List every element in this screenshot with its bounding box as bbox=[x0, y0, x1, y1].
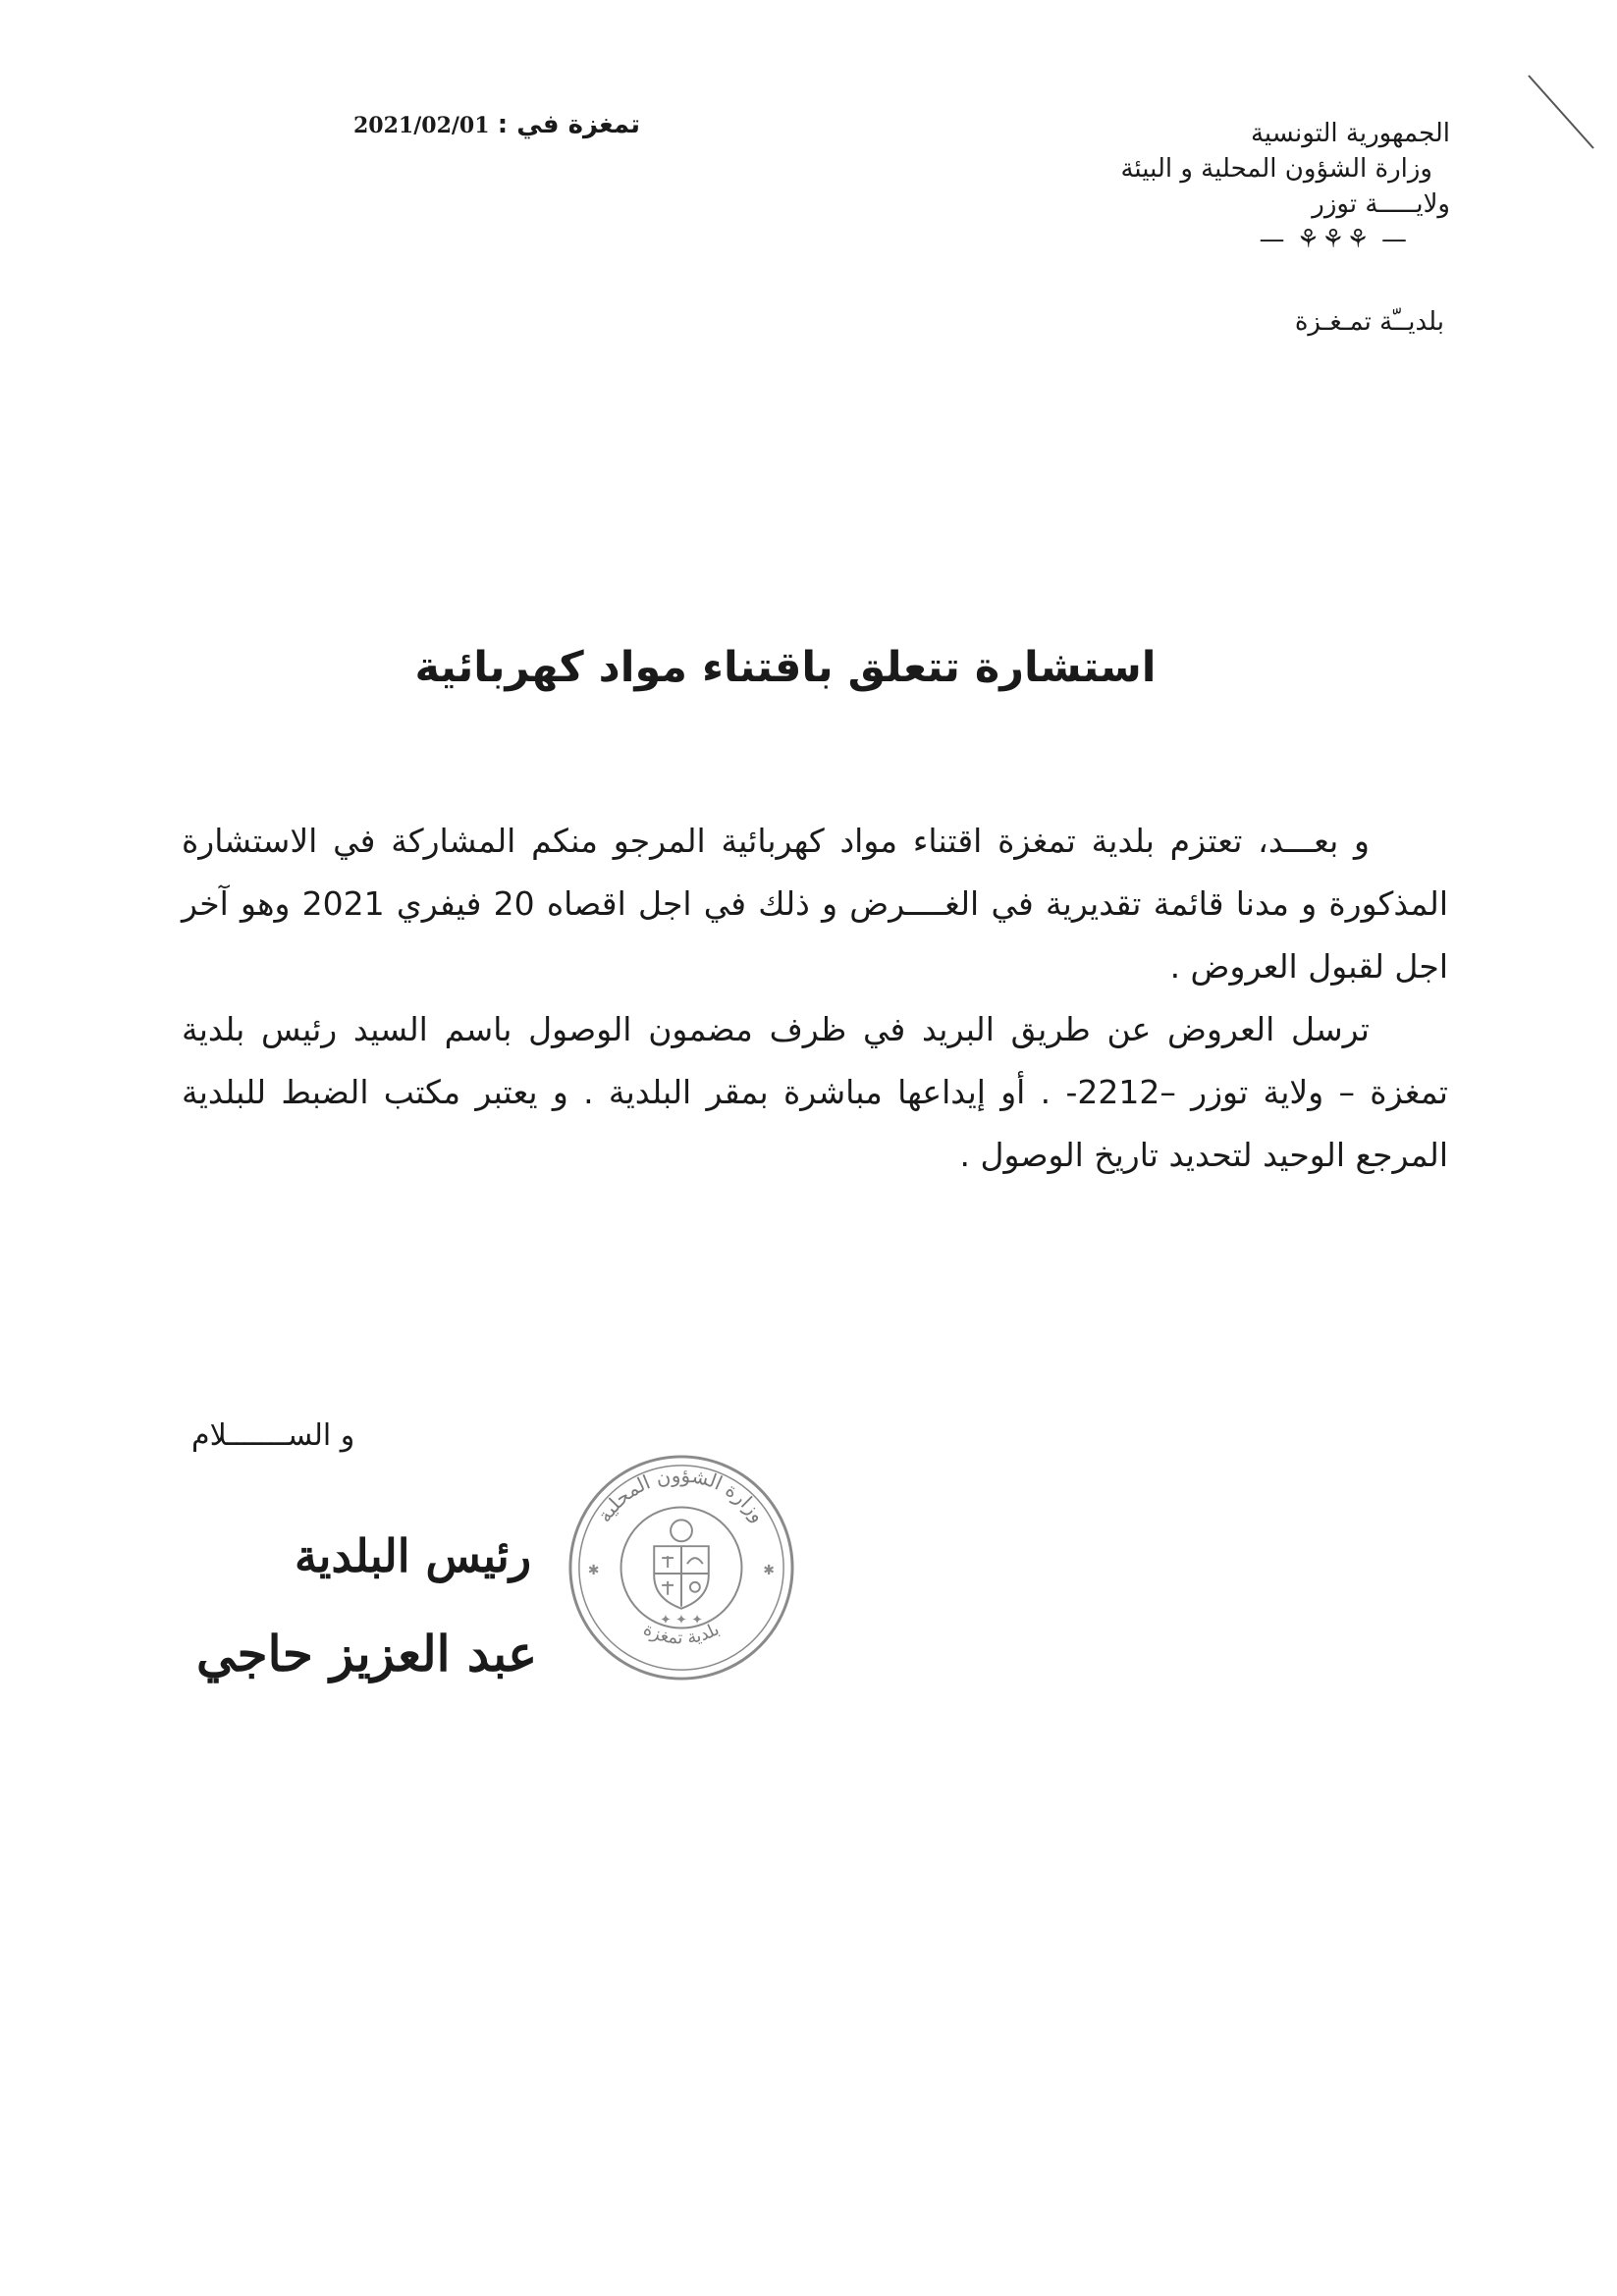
date-value: 2021/02/01 bbox=[353, 113, 490, 138]
municipality-name: بلديــّة تمـغـزة bbox=[1294, 307, 1444, 337]
stamp-outer-text: وزارة الشؤون المحلية bbox=[593, 1464, 770, 1527]
letter-body bbox=[182, 810, 1448, 1187]
republic-name: الجمهورية التونسية bbox=[1250, 119, 1450, 148]
date-line bbox=[344, 110, 640, 139]
signatory-title: رئيس البلدية bbox=[295, 1529, 532, 1582]
svg-text:✦ ✦ ✦: ✦ ✦ ✦ bbox=[660, 1612, 703, 1629]
ministry-name: وزارة الشؤون المحلية و البيئة bbox=[1120, 154, 1432, 184]
signatory-name: عبد العزيز حاجي bbox=[196, 1625, 538, 1682]
letterhead-ornament: — ⚘⚘⚘ — bbox=[1259, 225, 1409, 254]
coat-of-arms-icon bbox=[654, 1520, 709, 1628]
municipal-stamp bbox=[565, 1451, 798, 1684]
stamp-star-icon: ✱ bbox=[587, 1562, 600, 1578]
body-paragraph-1: و بعـــد، تعتزم بلدية تمغزة اقتناء مواد كهربائية المرجو منكم المشاركة في الاستشارة المذكورة و مدنا قائمة تقديرية في الغــــرض و ذلك في اجل اقصاه 20 فيفري 2021 وهو آخر اجل لقبول العروض . bbox=[182, 822, 1448, 986]
stamp-inner-text: بلدية تمغزة bbox=[639, 1619, 724, 1649]
closing-salutation: و الســـــــلام bbox=[191, 1418, 355, 1453]
document-title: استشارة تتعلق باقتناء مواد كهربائية bbox=[414, 643, 1157, 692]
stamp-star-icon: ✱ bbox=[763, 1562, 775, 1578]
date-label: تمغزة في : bbox=[497, 110, 641, 139]
letterhead bbox=[900, 116, 1450, 340]
governorate-name: ولايـــــة توزر bbox=[1312, 189, 1450, 219]
scan-pen-mark bbox=[1527, 74, 1595, 152]
body-paragraph-2: ترسل العروض عن طريق البريد في ظرف مضمون الوصول باسم السيد رئيس بلدية تمغزة – ولاية توزر –2212- . أو إيداعها مباشرة بمقر البلدية . و يعتبر مكتب الضبط للبلدية المرجع الوحيد لتحديد تاريخ الوصول . bbox=[182, 1010, 1448, 1174]
